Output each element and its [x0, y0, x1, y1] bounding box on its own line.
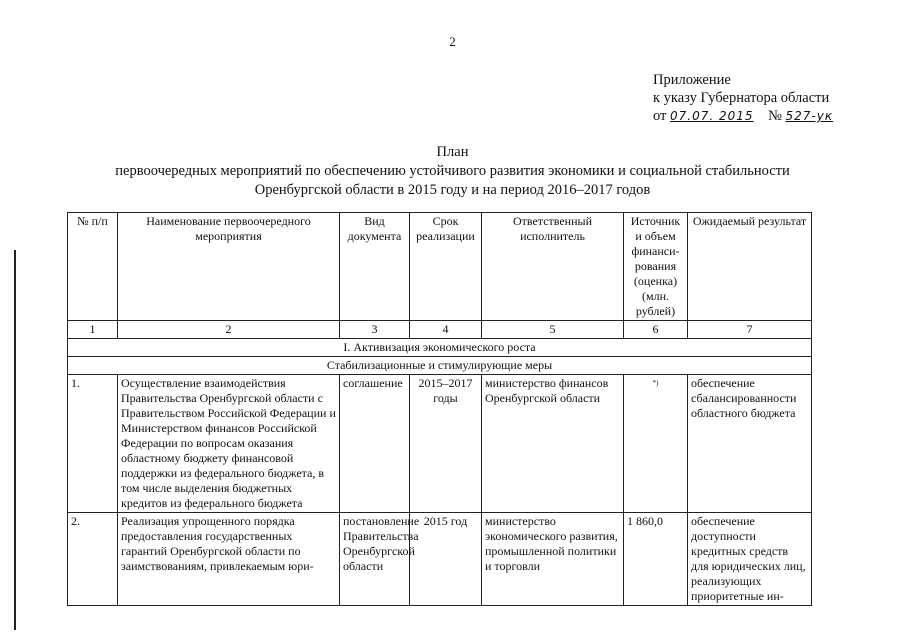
funding-cell: 1 860,0: [624, 513, 688, 606]
column-number: 6: [624, 321, 688, 339]
executor-cell: министерство экономического развития, промышленной политики и торговли: [482, 513, 624, 606]
subsection-title: Стабилизационные и стимулирующие меры: [68, 357, 812, 375]
funding-cell: [624, 375, 688, 513]
header-executor: Ответственный исполнитель: [482, 213, 624, 321]
footnote-marker: *): [652, 379, 659, 387]
title-line-2: Оренбургской области в 2015 году и на период 2016–2017 годов: [254, 182, 651, 198]
measure-cell: Осуществление взаимодействия Правительства Оренбургской области с Правительством Российской Федерации и Министерством финансов Российской Федерации по вопросам оказания областному бюджету финансовой поддержки из федерального бюджета, в том числе выделения бюджетных кредитов из федерального бюджета: [118, 375, 340, 513]
doc-type-cell: соглашение: [340, 375, 410, 513]
number-label: №: [768, 108, 782, 124]
from-label: от: [653, 108, 667, 124]
appendix-decree-reference: к указу Губернатора области: [653, 90, 830, 106]
header-doc-type: Вид документа: [340, 213, 410, 321]
appendix-date-number-line: [653, 107, 833, 125]
result-cell: обеспечение доступности кредитных средств для юридических лиц, реализующих приоритетные ин-: [688, 513, 812, 606]
executor-cell: министерство финансов Оренбургской области: [482, 375, 624, 513]
table-header-row: [68, 213, 812, 321]
appendix-label: Приложение: [653, 72, 731, 88]
handwritten-date: 07.07. 2015: [670, 109, 754, 123]
table-row: [68, 375, 812, 513]
term-cell: 2015 год: [410, 513, 482, 606]
header-funding: Источник и объем финанси-рования (оценка) (млн. рублей): [624, 213, 688, 321]
title-heading: План: [436, 144, 469, 160]
header-result: Ожидаемый результат: [688, 213, 812, 321]
table-row: [68, 513, 812, 606]
plan-table: [67, 212, 812, 606]
page-number: 2: [449, 34, 456, 49]
column-number-row: [68, 321, 812, 339]
header-number: № п/п: [68, 213, 118, 321]
column-number: 2: [118, 321, 340, 339]
title-line-1: первоочередных мероприятий по обеспечению устойчивого развития экономики и социальной стабильности: [115, 163, 790, 179]
column-number: 3: [340, 321, 410, 339]
header-term: Срок реализации: [410, 213, 482, 321]
appendix-block: [653, 71, 833, 125]
column-number: 7: [688, 321, 812, 339]
column-number: 4: [410, 321, 482, 339]
column-number: 5: [482, 321, 624, 339]
term-cell: 2015–2017 годы: [410, 375, 482, 513]
handwritten-number: 527-ук: [785, 109, 834, 123]
header-measure: Наименование первоочередного мероприятия: [118, 213, 340, 321]
result-cell: обеспечение сбалансированности областного бюджета: [688, 375, 812, 513]
row-number: 1.: [68, 375, 118, 513]
section-row: [68, 339, 812, 357]
page-edge-line: [14, 250, 16, 630]
document-title: [0, 143, 905, 200]
row-number: 2.: [68, 513, 118, 606]
section-title: I. Активизация экономического роста: [68, 339, 812, 357]
doc-type-cell: постановление Правительства Оренбургской области: [340, 513, 410, 606]
subsection-row: [68, 357, 812, 375]
column-number: 1: [68, 321, 118, 339]
measure-cell: Реализация упрощенного порядка предоставления государственных гарантий Оренбургской области по заимствованиям, привлекаемым юри-: [118, 513, 340, 606]
